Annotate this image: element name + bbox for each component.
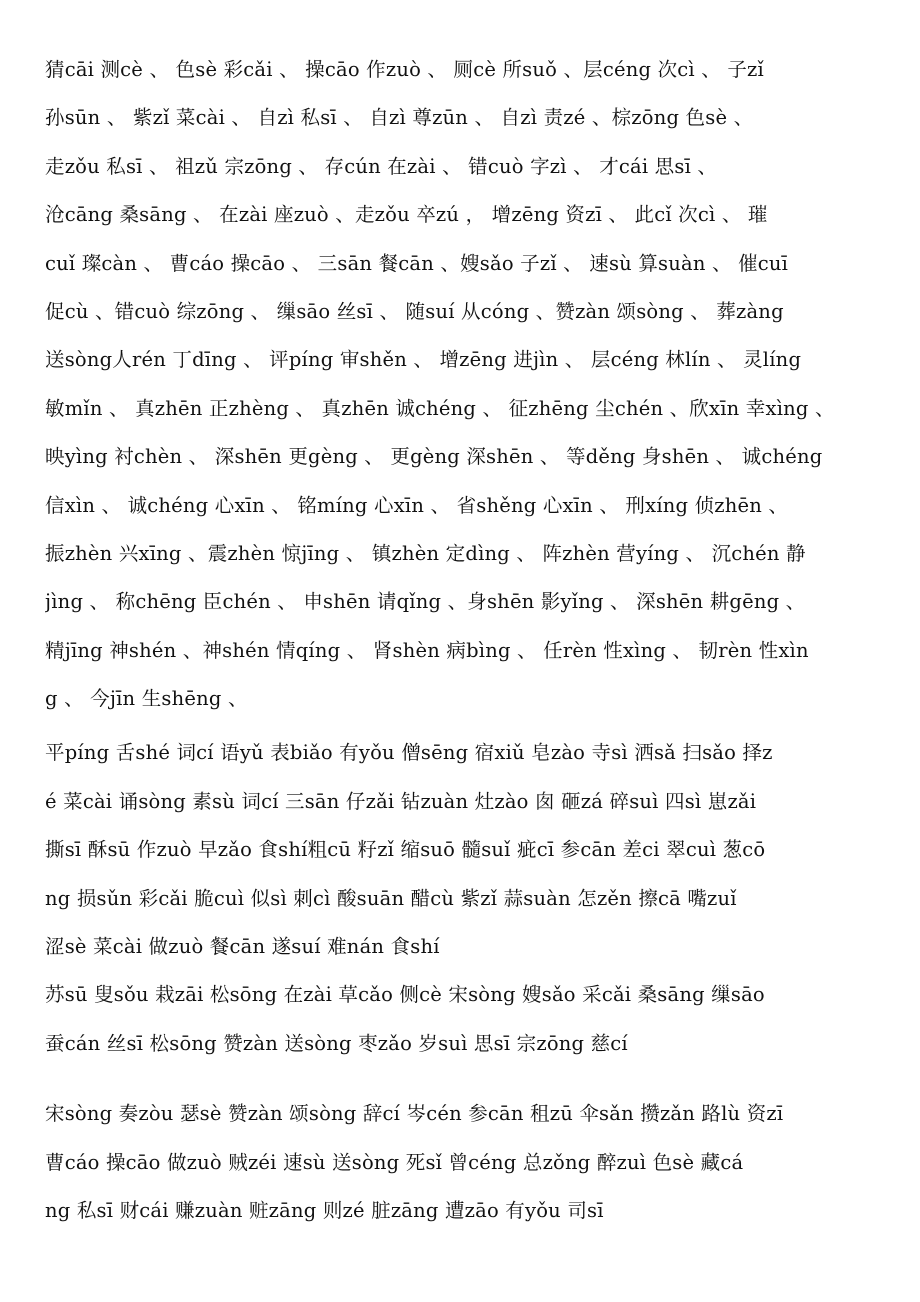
pinyin-block-1 xyxy=(45,46,887,723)
text-line: 撕sī 酥sū 作zuò 早zǎo 食shí粗cū 籽zǐ 缩suō 髓suǐ 疵cī 参cān 差ci 翠cuì 葱cō xyxy=(45,838,766,862)
document-page xyxy=(45,46,887,1235)
pinyin-block-3 xyxy=(45,971,887,1068)
text-line: g 、 今jīn 生shēng 、 xyxy=(45,687,248,711)
text-line: 走zǒu 私sī 、 祖zǔ 宗zōng 、 存cún 在zài 、 错cuò 字zì 、 才cái 思sī 、 xyxy=(45,154,718,178)
text-line: 精jīng 神shén 、神shén 情qíng 、 肾shèn 病bìng 、 任rèn 性xìng 、 韧rèn 性xìn xyxy=(45,638,809,662)
text-line: 振zhèn 兴xīng 、震zhèn 惊jīng 、 镇zhèn 定dìng 、 阵zhèn 营yíng 、 沉chén 静 xyxy=(45,541,806,565)
text-line: ng 私sī 财cái 赚zuàn 赃zāng 则zé 脏zāng 遭zāo 有yǒu 司sī xyxy=(45,1198,604,1222)
text-line: 蚕cán 丝sī 松sōng 赞zàn 送sòng 枣zǎo 岁suì 思sī 宗zōng 慈cí xyxy=(45,1031,628,1055)
text-line: 映yìng 衬chèn 、 深shēn 更gèng 、 更gèng 深shēn 、 等děng 身shēn 、 诚chéng xyxy=(45,445,823,469)
text-line: 孙sūn 、 紫zǐ 菜cài 、 自zì 私sī 、 自zì 尊zūn 、 自zì 责zé 、棕zōng 色sè 、 xyxy=(45,106,754,130)
pinyin-block-2 xyxy=(45,729,887,971)
text-line: 送sòng人rén 丁dīng 、 评píng 审shěn 、 增zēng 进jìn 、 层céng 林lín 、 灵líng xyxy=(45,348,802,372)
text-line: 曹cáo 操cāo 做zuò 贼zéi 速sù 送sòng 死sǐ 曾céng 总zǒng 醉zuì 色sè 藏cá xyxy=(45,1150,744,1174)
text-line: 苏sū 叟sǒu 栽zāi 松sōng 在zài 草cǎo 侧cè 宋sòng 嫂sǎo 采cǎi 桑sāng 缫sāo xyxy=(45,983,765,1007)
text-line: 敏mǐn 、 真zhēn 正zhèng 、 真zhēn 诚chéng 、 征zhēng 尘chén 、欣xīn 幸xìng 、 xyxy=(45,396,835,420)
text-line: é 菜cài 诵sòng 素sù 词cí 三sān 仔zǎi 钻zuàn 灶zào 囱 砸zá 碎suì 四sì 崽zǎi xyxy=(45,789,757,813)
text-line: 促cù 、错cuò 综zōng 、 缫sāo 丝sī 、 随suí 从cóng 、赞zàn 颂sòng 、 葬zàng xyxy=(45,299,784,323)
text-line: 信xìn 、 诚chéng 心xīn 、 铭míng 心xīn 、 省shěng 心xīn 、 刑xíng 侦zhēn 、 xyxy=(45,493,789,517)
text-line: jìng 、 称chēng 臣chén 、 申shēn 请qǐng 、身shēn 影yǐng 、 深shēn 耕gēng 、 xyxy=(45,590,806,614)
text-line: 猜cāi 测cè 、 色sè 彩cǎi 、 操cāo 作zuò 、 厕cè 所suǒ 、层céng 次cì 、 子zǐ xyxy=(45,58,764,81)
text-line: 沧cāng 桑sāng 、 在zài 座zuò 、走zǒu 卒zú ， 增zēng 资zī 、 此cǐ 次cì 、 璀 xyxy=(45,203,768,227)
text-line: 涩sè 菜cài 做zuò 餐cān 遂suí 难nán 食shí xyxy=(45,935,440,959)
text-line: ng 损sǔn 彩cǎi 脆cuì 似sì 刺cì 酸suān 醋cù 紫zǐ 蒜suàn 怎zěn 擦cā 嘴zuǐ xyxy=(45,886,737,910)
text-line: cuǐ 璨càn 、 曹cáo 操cāo 、 三sān 餐cān 、嫂sǎo 子zǐ 、 速sù 算suàn 、 催cuī xyxy=(45,251,789,275)
text-line: 平píng 舌shé 词cí 语yǔ 表biǎo 有yǒu 僧sēng 宿xiǔ 皂zào 寺sì 洒sǎ 扫sǎo 择z xyxy=(45,741,773,765)
pinyin-block-4 xyxy=(45,1090,887,1235)
text-line: 宋sòng 奏zòu 瑟sè 赞zàn 颂sòng 辞cí 岑cén 参cān 租zū 伞sǎn 攒zǎn 路lù 资zī xyxy=(45,1102,784,1126)
